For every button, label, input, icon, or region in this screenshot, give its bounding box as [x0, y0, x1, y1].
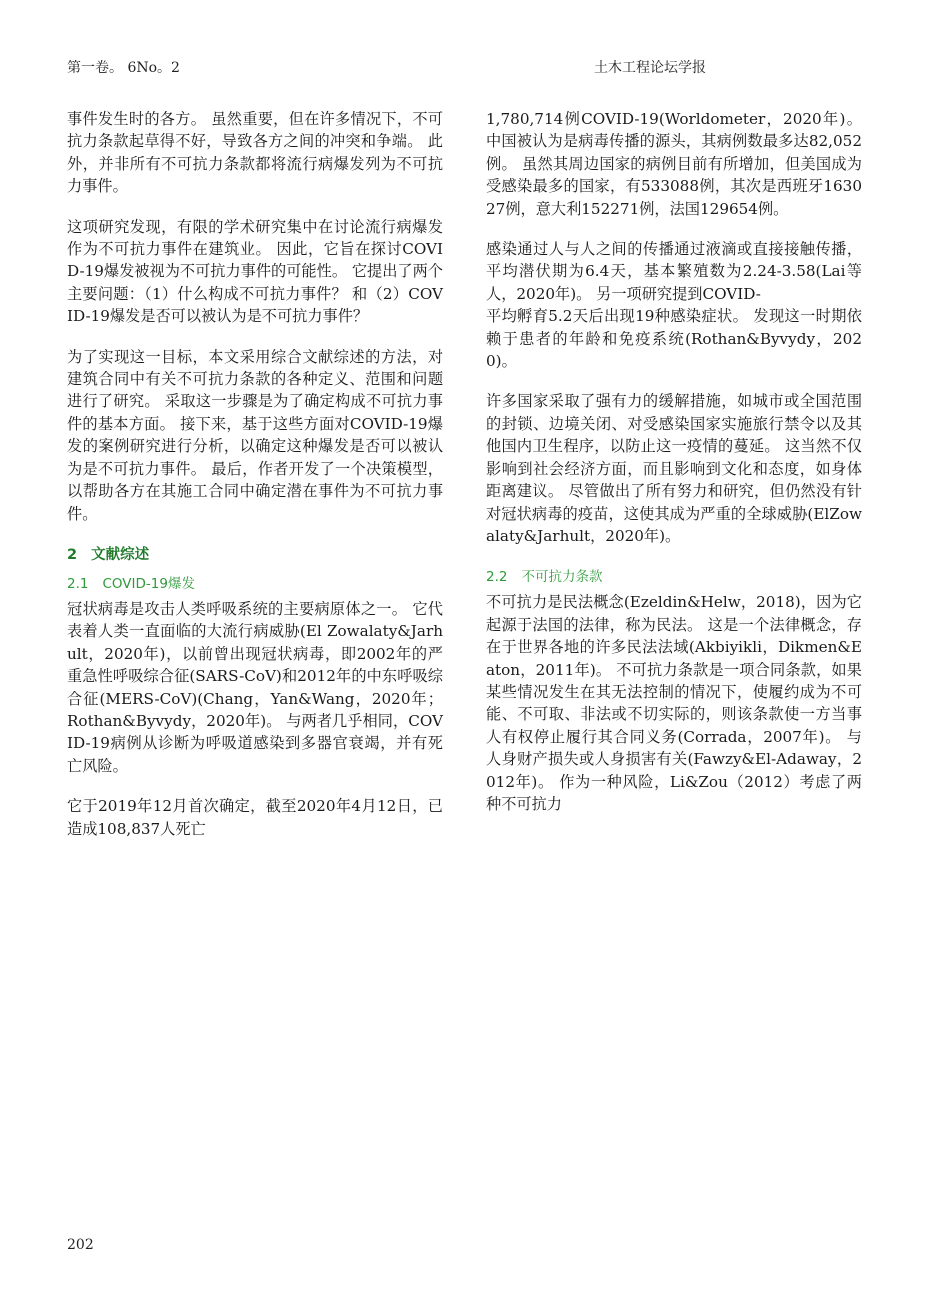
paragraph: 平均孵育5.2天后出现19种感染症状。 发现这一时期依赖于患者的年龄和免疫系统(Rothan&Byvydy，2020)。 — [486, 307, 862, 371]
subsection-number: 2.2 — [486, 569, 508, 586]
subsection-title: 不可抗力条款 — [521, 569, 603, 586]
subsection-number: 2.1 — [67, 575, 89, 592]
running-header-journal: 土木工程论坛学报 — [594, 60, 706, 76]
paragraph: 为了实现这一目标，本文采用综合文献综述的方法，对建筑合同中有关不可抗力条款的各种定义、范围和问题进行了研究。 采取这一步骤是为了确定构成不可抗力事件的基本方面。 接下来，基于这些方面对COVID-19爆发的案例研究进行分析，以确定这种爆发是否可以被认为是不可抗力事件。 最后，作者开发了一个决策模型，以帮助各方在其施工合同中确定潜在事件为不可抗力事件。 — [67, 347, 443, 523]
page-number: 202 — [67, 1237, 94, 1253]
paragraph: 1,780,714例COVID-19(Worldometer，2020年)。 中国被认为是病毒传播的源头，其病例数最多达82,052例。 虽然其周边国家的病例目前有所增加，但美国成为受感染最多的国家，有533088例，其次是西班牙163027例，意大利152271例，法国129654例。 — [486, 110, 862, 218]
subsection-title: COVID-19爆发 — [102, 575, 195, 592]
paragraph: 冠状病毒是攻击人类呼吸系统的主要病原体之一。 它代表着人类一直面临的大流行病威胁(El Zowalaty&Jarhult，2020年)，以前曾出现冠状病毒，即2002年的严重急性呼吸综合征(SARS-CoV)和2012年的中东呼吸综合征(MERS-CoV)(Chang，Yan&Wang，2020年；Rothan&Byvydy，2020年)。 与两者几乎相同，COVID-19病例从诊断为呼吸道感染到多器官衰竭，并有死亡风险。 — [67, 599, 443, 775]
running-header-volume: 第一卷。 6No。2 — [67, 60, 180, 76]
paragraph: 许多国家采取了强有力的缓解措施，如城市或全国范围的封锁、边境关闭、对受感染国家实施旅行禁令以及其他国内卫生程序，以防止这一疫情的蔓延。 这当然不仅影响到社会经济方面，而且影响到文化和态度，如身体距离建议。 尽管做出了所有努力和研究，但仍然没有针对冠状病毒的疫苗，这使其成为严重的全球威胁(ElZowalaty&Jarhult，2020年)。 — [486, 392, 862, 545]
left-column — [67, 108, 443, 858]
paragraph: 它于2019年12月首次确定，截至2020年4月12日，已造成108,837人死亡 — [67, 797, 443, 838]
paragraph: 这项研究发现，有限的学术研究集中在讨论流行病爆发作为不可抗力事件在建筑业。 因此，它旨在探讨COVID-19爆发被视为不可抗力事件的可能性。 它提出了两个主要问题：（1）什么构成不可抗力事件？ 和（2）COVID-19爆发是否可以被认为是不可抗力事件？ — [67, 217, 443, 326]
section-number: 2 — [67, 546, 78, 563]
subsection-heading-force-majeure — [486, 565, 862, 585]
paragraph: 不可抗力是民法概念(Ezeldin&Helw，2018)，因为它起源于法国的法律，称为民法。 这是一个法律概念，存在于世界各地的许多民法法域(Akbiyikli，Dikmen&Eaton，2011年)。 不可抗力条款是一项合同条款，如果某些情况发生在其无法控制的情况下，使履约成为不可能、不可取、非法或不切实际的，则该条款使一方当事人有权停止履行其合同义务(Corrada，2007年)。 与人身财产损失或人身损害有关(Fawzy&El-Adaway，2012年)。 作为一种风险，Li&Zou（2012）考虑了两种不可抗力 — [486, 593, 862, 813]
subsection-heading-covid — [67, 572, 443, 592]
paragraph: 感染通过人与人之间的传播通过液滴或直接接触传播，平均潜伏期为6.4天，基本繁殖数为2.24-3.58(Lai等人，2020年)。 另一项研究提到COVID- — [486, 240, 862, 303]
right-column — [486, 108, 862, 833]
section-title: 文献综述 — [91, 546, 150, 563]
paragraph: 事件发生时的各方。 虽然重要，但在许多情况下，不可抗力条款起草得不好，导致各方之间的冲突和争端。 此外，并非所有不可抗力条款都将流行病爆发列为不可抗力事件。 — [67, 110, 443, 196]
section-heading-literature-review — [67, 543, 443, 564]
